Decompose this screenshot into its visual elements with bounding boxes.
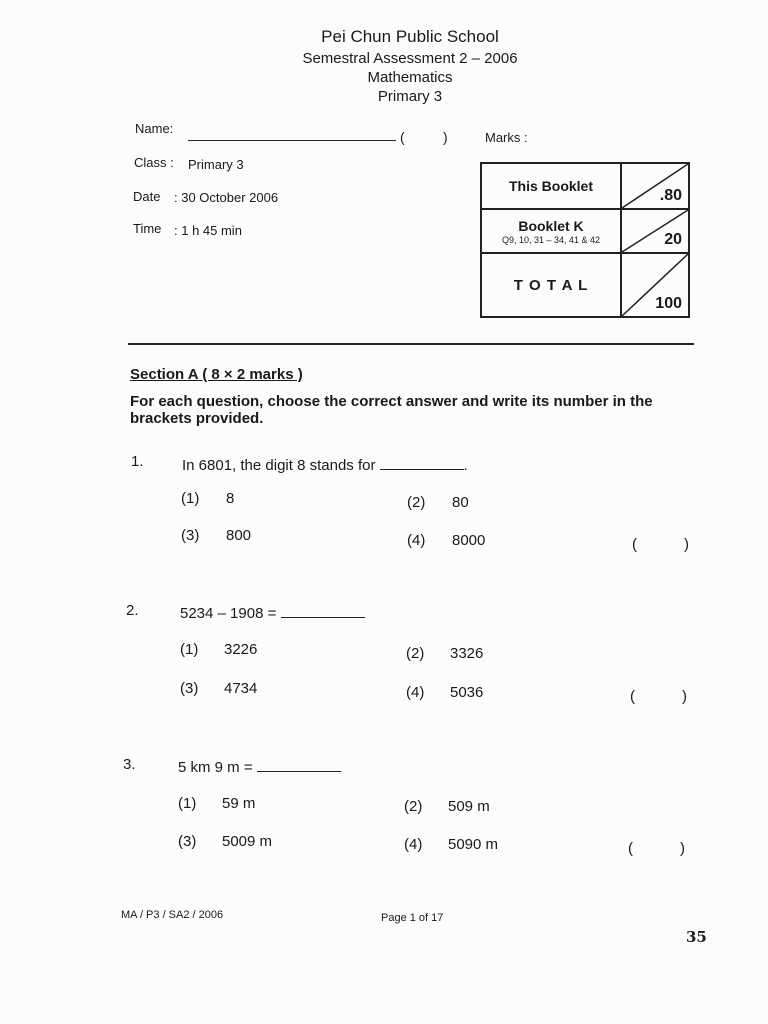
marks-row-sublabel: Q9, 10, 31 – 34, 41 & 42 xyxy=(501,234,601,245)
name-label: Name: xyxy=(135,121,174,136)
class-value: Primary 3 xyxy=(188,157,244,172)
question-3-stem xyxy=(178,757,341,776)
option-key: (4) xyxy=(407,532,426,549)
time-value: : 1 h 45 min xyxy=(174,223,242,238)
marks-row-label: Booklet K xyxy=(518,217,584,234)
marks-row-total xyxy=(481,253,689,317)
marks-row-score-cell xyxy=(621,253,689,317)
handwritten-number: 35 xyxy=(686,928,707,946)
section-instruction: For each question, choose the correct answer and write its number in the brackets provided. xyxy=(130,393,653,427)
option-key: (3) xyxy=(178,833,197,850)
option-value: 80 xyxy=(452,494,469,511)
marks-row-score-cell xyxy=(621,163,689,209)
class-label: Class : xyxy=(134,155,174,170)
marks-row-label: T O T A L xyxy=(481,253,621,317)
marks-label: Marks : xyxy=(485,130,528,145)
score-value: 20 xyxy=(664,231,682,248)
answer-blank xyxy=(257,757,341,772)
option-value: 5036 xyxy=(450,684,484,701)
option-value: 3226 xyxy=(224,641,258,658)
level-title: Primary 3 xyxy=(377,88,443,105)
question-3-number: 3. xyxy=(123,756,136,773)
answer-bracket-open: ( xyxy=(630,688,635,705)
option-value: 59 m xyxy=(222,795,256,812)
score-value: 100 xyxy=(655,295,682,312)
answer-bracket-close: ) xyxy=(684,536,689,553)
section-title: Section A ( 8 × 2 marks ) xyxy=(130,366,303,383)
answer-blank xyxy=(380,455,464,470)
option-value: 509 m xyxy=(448,798,490,815)
question-stem-text: In 6801, the digit 8 stands for xyxy=(182,457,376,474)
option-key: (4) xyxy=(404,836,423,853)
option-key: (2) xyxy=(404,798,423,815)
option-value: 4734 xyxy=(224,680,258,697)
name-field-line xyxy=(188,127,396,141)
marks-row-label: This Booklet xyxy=(481,163,621,209)
date-label: Date xyxy=(133,189,161,204)
answer-bracket-open: ( xyxy=(632,536,637,553)
page-number: Page 1 of 17 xyxy=(381,912,444,924)
option-value: 8000 xyxy=(452,532,486,549)
option-key: (3) xyxy=(181,527,200,544)
score-value: .80 xyxy=(659,187,682,204)
option-key: (1) xyxy=(180,641,199,658)
paper-code: MA / P3 / SA2 / 2006 xyxy=(121,909,224,921)
marks-row-booklet-k xyxy=(481,209,689,253)
answer-bracket-close: ) xyxy=(680,840,685,857)
index-close-paren: ) xyxy=(443,129,448,145)
question-stem-text: 5 km 9 m = xyxy=(178,759,253,776)
option-key: (2) xyxy=(407,494,426,511)
index-open-paren: ( xyxy=(400,129,405,145)
subject-title: Mathematics xyxy=(367,69,453,86)
option-key: (1) xyxy=(178,795,197,812)
answer-bracket-open: ( xyxy=(628,840,633,857)
option-key: (1) xyxy=(181,490,200,507)
section-divider xyxy=(128,343,694,345)
time-label: Time xyxy=(133,221,162,236)
option-value: 5090 m xyxy=(448,836,499,853)
school-name: Pei Chun Public School xyxy=(321,27,499,46)
question-stem-text: 5234 – 1908 = xyxy=(180,605,277,622)
answer-bracket-close: ) xyxy=(682,688,687,705)
option-key: (2) xyxy=(406,645,425,662)
marks-row-this-booklet xyxy=(481,163,689,209)
marks-row-score-cell xyxy=(621,209,689,253)
option-value: 8 xyxy=(226,490,235,507)
option-value: 5009 m xyxy=(222,833,273,850)
option-value: 800 xyxy=(226,527,252,544)
question-2-stem xyxy=(180,603,365,622)
answer-blank xyxy=(281,603,365,618)
question-suffix: . xyxy=(463,457,468,474)
question-1-stem xyxy=(182,455,468,474)
option-value: 3326 xyxy=(450,645,484,662)
marks-row-label-cell xyxy=(481,209,621,253)
marks-table xyxy=(480,162,690,318)
option-key: (4) xyxy=(406,684,425,701)
question-1-number: 1. xyxy=(131,453,144,470)
assessment-title: Semestral Assessment 2 – 2006 xyxy=(302,50,518,67)
date-value: : 30 October 2006 xyxy=(174,190,279,205)
question-2-number: 2. xyxy=(126,602,139,619)
option-key: (3) xyxy=(180,680,199,697)
